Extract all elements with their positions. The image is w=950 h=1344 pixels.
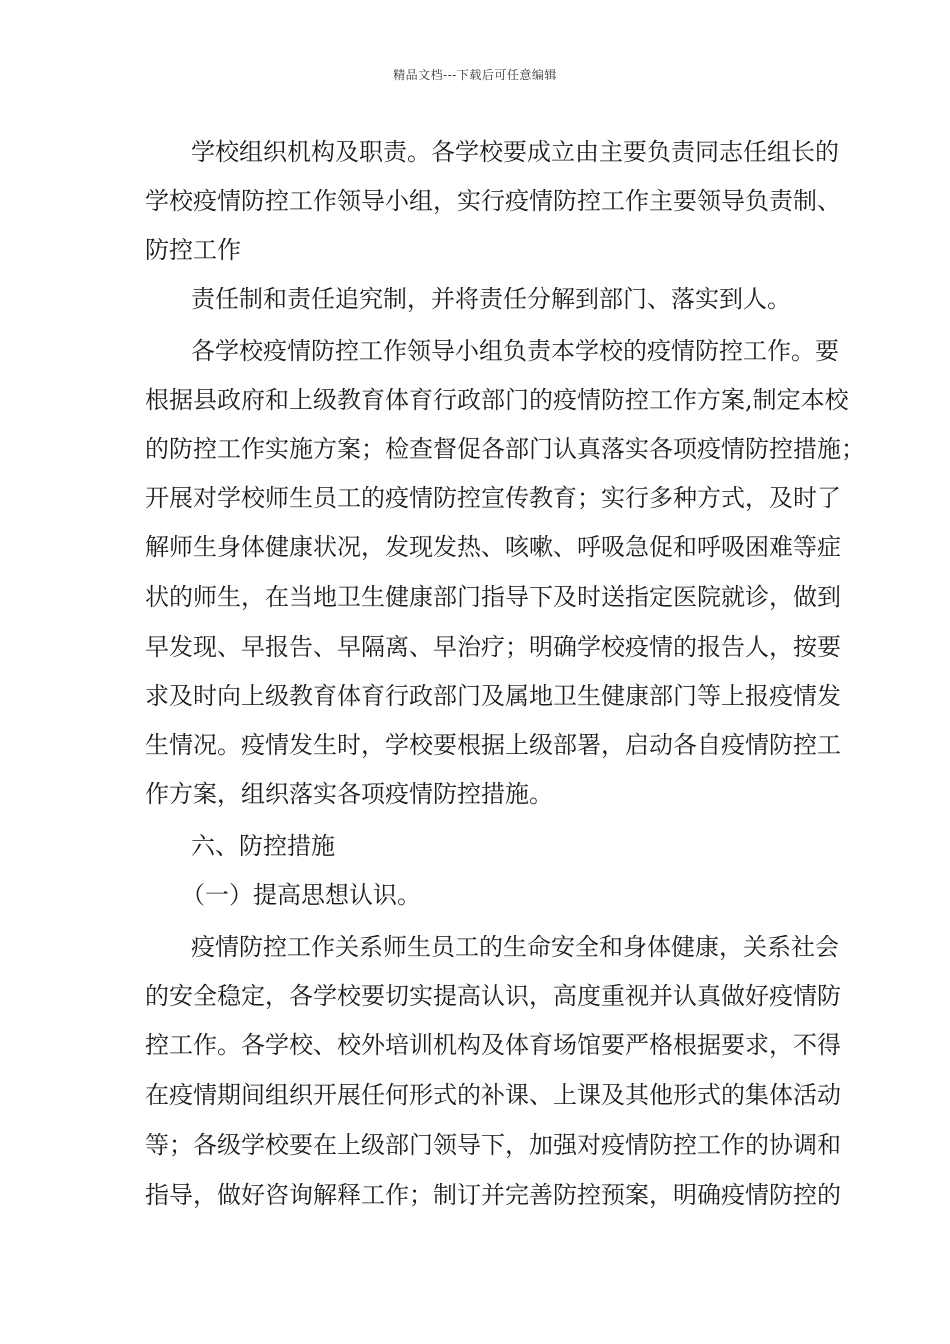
text-line: 在疫情期间组织开展任何形式的补课、上课及其他形式的集体活动: [145, 1081, 841, 1109]
text-line: 疫情防控工作关系师生员工的生命安全和身体健康，关系社会: [191, 933, 839, 961]
text-line: 学校疫情防控工作领导小组，实行疫情防控工作主要领导负责制、: [145, 187, 841, 215]
text-line: 求及时向上级教育体育行政部门及属地卫生健康部门等上报疫情发: [145, 682, 841, 710]
text-line: 状的师生，在当地卫生健康部门指导下及时送指定医院就诊，做到: [145, 583, 841, 611]
text-line: 防控工作: [145, 236, 241, 264]
text-line: 早发现、早报告、早隔离、早治疗；明确学校疫情的报告人，按要: [145, 633, 841, 661]
subsection-heading: （一）提高思想认识。: [181, 881, 421, 909]
text-line: 开展对学校师生员工的疫情防控宣传教育；实行多种方式，及时了: [145, 484, 841, 512]
text-line: 控工作。各学校、校外培训机构及体育场馆要严格根据要求，不得: [145, 1031, 841, 1059]
text-line: 根据县政府和上级教育体育行政部门的疫情防控工作方案,制定本校: [145, 386, 849, 414]
text-line: 的安全稳定，各学校要切实提高认识，高度重视并认真做好疫情防: [145, 982, 841, 1010]
text-line: 作方案，组织落实各项疫情防控措施。: [145, 780, 553, 808]
page-header: 精品文档---下载后可任意编辑: [393, 68, 557, 82]
text-line: 指导，做好咨询解释工作；制订并完善防控预案，明确疫情防控的: [145, 1181, 841, 1209]
section-heading: 六、防控措施: [191, 832, 335, 860]
text-line: 的防控工作实施方案；检查督促各部门认真落实各项疫情防控措施；: [145, 435, 865, 463]
text-line: 等；各级学校要在上级部门领导下，加强对疫情防控工作的协调和: [145, 1131, 841, 1159]
text-line: 生情况。疫情发生时，学校要根据上级部署，启动各自疫情防控工: [145, 731, 841, 759]
text-line: 学校组织机构及职责。各学校要成立由主要负责同志任组长的: [191, 138, 839, 166]
text-line: 各学校疫情防控工作领导小组负责本学校的疫情防控工作。要: [191, 337, 839, 365]
text-line: 责任制和责任追究制，并将责任分解到部门、落实到人。: [191, 285, 791, 313]
text-line: 解师生身体健康状况，发现发热、咳嗽、呼吸急促和呼吸困难等症: [145, 533, 841, 561]
